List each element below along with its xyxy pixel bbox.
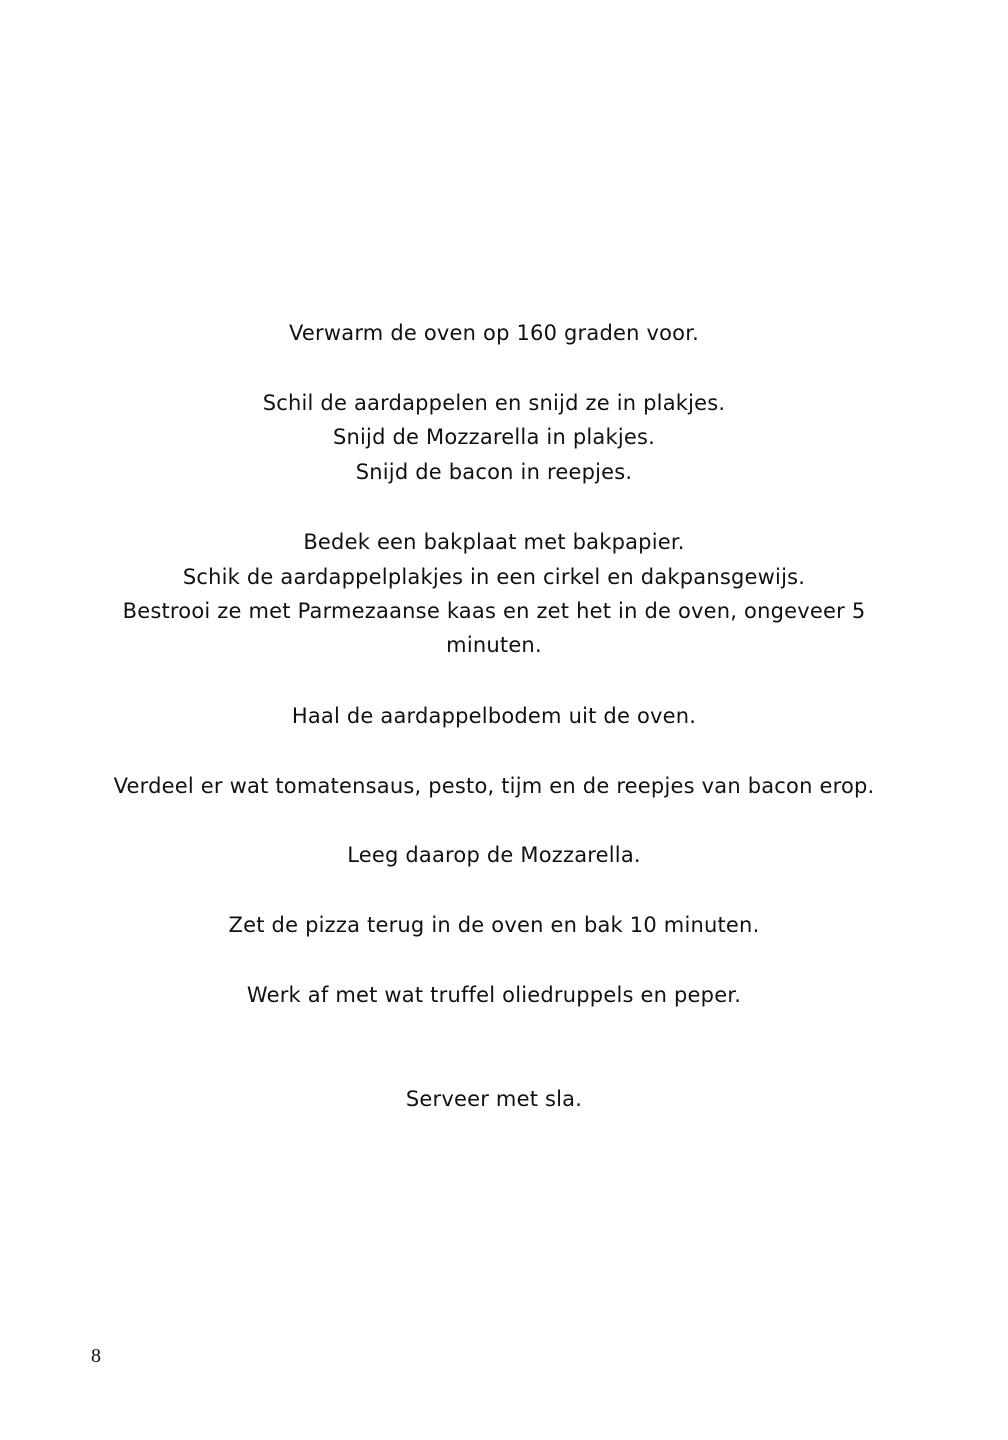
instruction-peel-potatoes: Schil de aardappelen en snijd ze in plakjes.: [262, 391, 726, 415]
instruction-remove-potato-base: Haal de aardappelbodem uit de oven.: [291, 704, 697, 728]
instruction-preheat-oven: Verwarm de oven op 160 graden voor.: [288, 321, 700, 345]
instruction-finish-with-truffle-oil: Werk af met wat truffel oliedruppels en peper.: [246, 983, 742, 1007]
instruction-cut-bacon: Snijd de bacon in reepjes.: [355, 460, 633, 484]
instruction-bake-pizza: Zet de pizza terug in de oven en bak 10 minuten.: [228, 913, 760, 937]
instruction-spread-toppings: Verdeel er wat tomatensaus, pesto, tijm en de reepjes van bacon erop.: [113, 774, 875, 798]
instruction-sprinkle-parmesan: Bestrooi ze met Parmezaanse kaas en zet het in de oven, ongeveer 5: [122, 599, 866, 623]
page-number: 8: [91, 1345, 101, 1367]
instruction-arrange-potato-slices: Schik de aardappelplakjes in een cirkel en dakpansgewijs.: [182, 565, 806, 589]
instruction-sprinkle-parmesan-continued: minuten.: [446, 633, 542, 657]
instruction-serve-with-salad: Serveer met sla.: [405, 1087, 583, 1111]
instruction-cover-baking-tray: Bedek een bakplaat met bakpapier.: [303, 530, 685, 554]
instruction-add-mozzarella: Leeg daarop de Mozzarella.: [347, 843, 641, 867]
instruction-slice-mozzarella: Snijd de Mozzarella in plakjes.: [332, 425, 655, 449]
